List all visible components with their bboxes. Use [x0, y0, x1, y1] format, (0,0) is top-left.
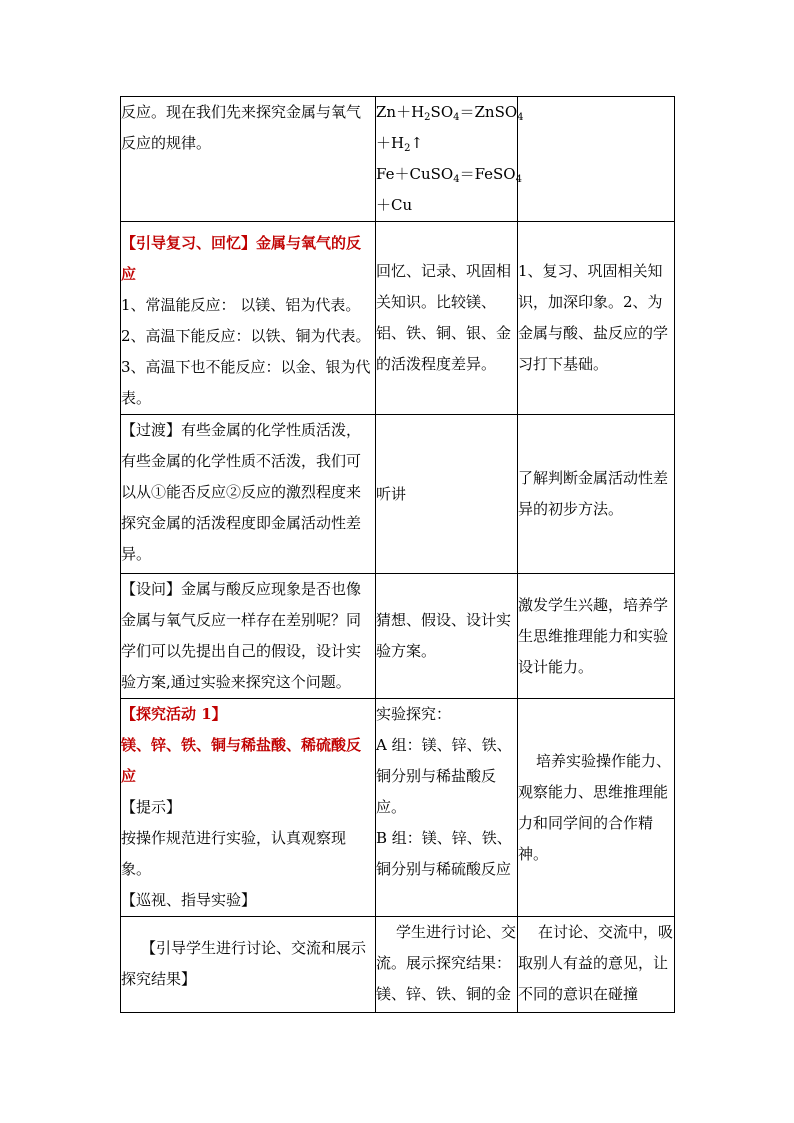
table-row — [121, 97, 675, 222]
student-activity-cell — [376, 699, 518, 917]
purpose-cell — [518, 415, 675, 574]
section-heading: 【引导复习、回忆】金属与氧气的反应 — [121, 234, 362, 283]
equation-fe-cuso4: Fe＋CuSO$_4$＝FeSO$_4$ — [376, 165, 522, 185]
activity-line: 反应的规律。 — [121, 134, 212, 152]
lesson-plan-table — [120, 96, 675, 1013]
purpose-cell — [518, 574, 675, 699]
student-activity-cell — [376, 574, 518, 699]
table-row — [121, 574, 675, 699]
student-activity-cell — [376, 415, 518, 574]
table-row — [121, 415, 675, 574]
student-title: 实验探究： — [376, 705, 452, 723]
student-text: 听讲 — [376, 484, 407, 503]
student-activity-cell — [376, 917, 518, 1013]
purpose-cell — [518, 222, 675, 415]
table-row — [121, 917, 675, 1013]
teacher-activity-cell — [121, 222, 376, 415]
equation-zn-h2so4-cont: $+H_2↑$ — [376, 134, 424, 154]
patrol-label: 【巡视、指导实验】 — [121, 891, 257, 909]
student-text: 学生进行讨论、交流。展示探究结果：镁、锌、铁、铜的金 — [376, 923, 517, 1003]
student-activity-cell — [376, 222, 518, 415]
purpose-text: 培养实验操作能力、观察能力、思维推理能力和同学间的合作精神。 — [518, 751, 672, 863]
equation-zn-h2so4: $Zn+H_2SO_4=ZnSO_4$ — [376, 103, 524, 123]
purpose-cell — [518, 699, 675, 917]
teacher-activity-cell — [121, 415, 376, 574]
group-b-text: B 组：镁、锌、铁、铜分别与稀硫酸反应 — [376, 829, 512, 878]
activity-line: 1、常温能反应： 以镁、铝为代表。 — [121, 296, 361, 314]
table-row — [121, 699, 675, 917]
activity-line: 2、高温下能反应：以铁、铜为代表。 — [121, 327, 371, 345]
teacher-activity-cell — [121, 574, 376, 699]
section-heading: 【探究活动 1】 — [121, 705, 227, 723]
activity-text: 【设问】金属与酸反应现象是否也像金属与氧气反应一样存在差别呢？同学们可以先提出自己的假设，设计实验方案,通过实验来探究这个问题。 — [121, 580, 362, 691]
teacher-activity-cell — [121, 699, 376, 917]
teacher-activity-cell — [121, 97, 376, 222]
activity-text: 【引导学生进行讨论、交流和展示探究结果】 — [121, 939, 367, 988]
tip-label: 【提示】 — [121, 798, 182, 816]
purpose-text: 了解判断金属活动性差异的初步方法。 — [518, 469, 669, 518]
activity-text: 【过渡】有些金属的化学性质活泼，有些金属的化学性质不活泼，我们可以从①能否反应②反应的激烈程度来探究金属的活泼程度即金属活动性差异。 — [121, 421, 362, 563]
purpose-text: 在讨论、交流中，吸取别人有益的意见，让不同的意识在碰撞 — [518, 923, 674, 1003]
group-a-text: A 组：镁、锌、铁、铜分别与稀盐酸反应。 — [376, 736, 512, 816]
tip-text: 按操作规范进行实验，认真观察现象。 — [121, 829, 347, 878]
student-text: 回忆、记录、巩固相关知识。比较镁、铝、铁、铜、银、金的活泼程度差异。 — [376, 262, 512, 373]
activity-line: 3、高温下也不能反应：以金、银为代表。 — [121, 358, 371, 407]
student-activity-cell — [376, 97, 524, 222]
teacher-activity-cell — [121, 917, 376, 1013]
purpose-cell — [518, 917, 675, 1013]
purpose-text: 1、复习、巩固相关知识，加深印象。2、为金属与酸、盐反应的学习打下基础。 — [518, 262, 669, 373]
table-row — [121, 222, 675, 415]
purpose-text: 激发学生兴趣，培养学生思维推理能力和实验设计能力。 — [518, 595, 669, 676]
student-text: 猜想、假设、设计实验方案。 — [376, 611, 512, 660]
section-heading: 镁、锌、铁、铜与稀盐酸、稀硫酸反应 — [121, 736, 362, 785]
equation-fe-cuso4-cont: ＋Cu — [376, 196, 413, 214]
purpose-cell — [518, 97, 675, 222]
activity-line: 反应。现在我们先来探究金属与氧气 — [121, 103, 362, 121]
